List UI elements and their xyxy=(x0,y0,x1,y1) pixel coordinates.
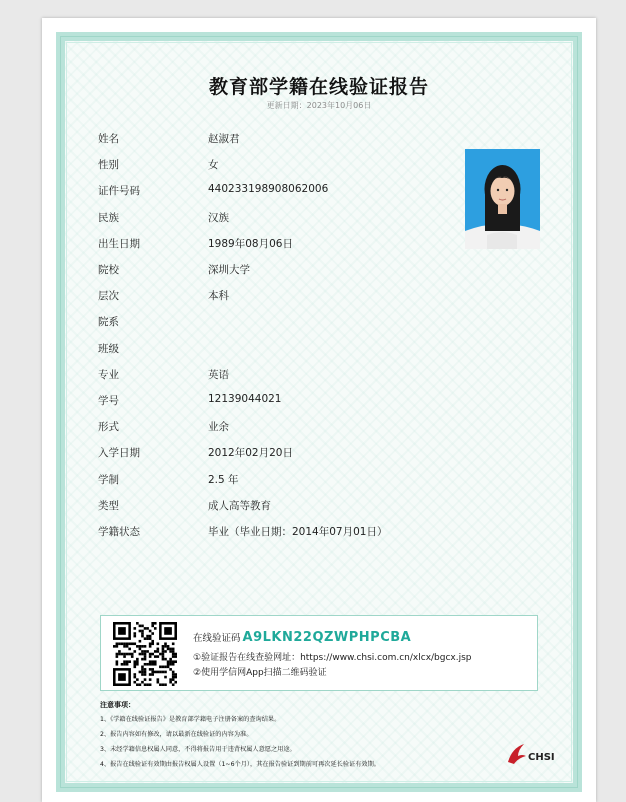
field-label: 学制 xyxy=(98,473,119,486)
verification-code-line xyxy=(193,630,411,645)
field-value: 英语 xyxy=(208,368,229,381)
field-row xyxy=(98,393,518,413)
field-label: 证件号码 xyxy=(98,185,140,198)
field-row xyxy=(98,262,518,282)
field-value: 汉族 xyxy=(208,211,229,224)
field-label: 形式 xyxy=(98,421,119,434)
field-row xyxy=(98,288,518,308)
field-row xyxy=(98,131,518,151)
app-scan-tip: ②使用学信网App扫描二维码验证 xyxy=(193,668,327,678)
field-row xyxy=(98,157,518,177)
field-label: 专业 xyxy=(98,368,119,381)
update-date: 更新日期：2023年10月06日 xyxy=(266,101,372,110)
field-label: 类型 xyxy=(98,499,119,512)
field-row xyxy=(98,236,518,256)
field-row xyxy=(98,445,518,465)
field-value: 业余 xyxy=(208,421,229,434)
note-item: 3、未经学籍信息权属人同意，不得将报告用于违背权属人意愿之用途。 xyxy=(100,746,296,753)
field-label: 班级 xyxy=(98,342,119,355)
field-value: 2012年02月20日 xyxy=(208,447,293,460)
chsi-bird-icon xyxy=(506,742,528,766)
field-label: 出生日期 xyxy=(98,237,140,250)
notes-title: 注意事项： xyxy=(100,701,135,709)
report-title: 教育部学籍在线验证报告 xyxy=(208,76,429,98)
field-row xyxy=(98,419,518,439)
field-value: 1989年08月06日 xyxy=(208,237,293,250)
chsi-logo xyxy=(506,742,556,768)
field-row xyxy=(98,367,518,387)
field-row xyxy=(98,472,518,492)
verification-code: A9LKN22QZWPHPCBA xyxy=(242,630,412,645)
field-label: 入学日期 xyxy=(98,447,140,460)
field-value: 赵淑君 xyxy=(208,133,240,145)
field-label: 院系 xyxy=(98,316,119,329)
verification-code-label: 在线验证码 xyxy=(193,633,241,644)
field-value: 成人高等教育 xyxy=(208,499,271,512)
field-value: 女 xyxy=(208,159,219,172)
note-item: 2、报告内容如有修改，请以最新在线验证的内容为准。 xyxy=(100,731,253,738)
field-row xyxy=(98,210,518,230)
field-row xyxy=(98,341,518,361)
verification-box xyxy=(100,615,538,691)
field-label: 学籍状态 xyxy=(98,526,140,538)
field-label: 民族 xyxy=(98,211,119,224)
verification-url-tip: ①验证报告在线查验网址：https://www.chsi.com.cn/xlcx/bgcx.jsp xyxy=(193,653,472,663)
qr-code[interactable] xyxy=(113,622,177,686)
field-value: 本科 xyxy=(208,290,229,303)
field-label: 院校 xyxy=(98,264,119,276)
field-row xyxy=(98,524,518,544)
logo-text: CHSI xyxy=(528,752,555,763)
field-value: 深圳大学 xyxy=(208,264,250,276)
note-item: 1、《学籍在线验证报告》是教育部学籍电子注册备案的查询结果。 xyxy=(100,716,281,723)
field-label: 性别 xyxy=(98,159,119,172)
field-label: 层次 xyxy=(98,290,119,303)
field-value: 12139044021 xyxy=(208,393,282,405)
field-value: 2.5 年 xyxy=(208,473,239,486)
field-value: 440233198908062006 xyxy=(208,183,329,196)
field-label: 学号 xyxy=(98,395,119,407)
field-row xyxy=(98,498,518,518)
note-item: 4、报告在线验证有效期由报告权属人设置（1~6个月），其在报告验证到期前可再次延长验证有效期。 xyxy=(100,761,380,768)
field-value: 毕业（毕业日期：2014年07月01日） xyxy=(208,526,388,538)
field-row xyxy=(98,183,518,203)
report-sheet xyxy=(42,18,596,802)
field-label: 姓名 xyxy=(98,133,119,145)
field-row xyxy=(98,314,518,334)
